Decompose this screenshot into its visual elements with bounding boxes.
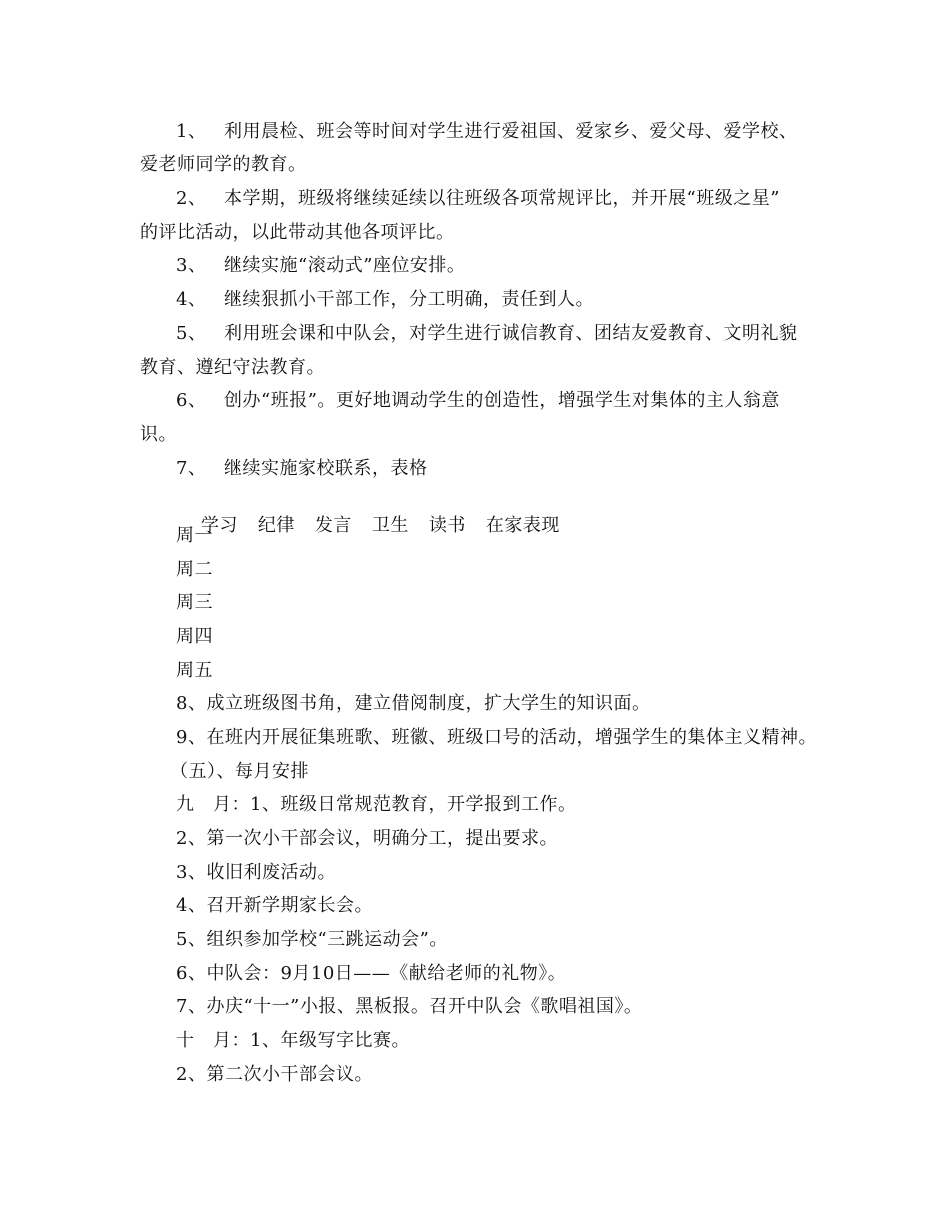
item-2-number: 2、 bbox=[176, 188, 207, 209]
section-heading: （五）、每月安排 bbox=[170, 761, 309, 782]
item-6-line-1 bbox=[176, 389, 780, 413]
item-5-line-2: 教育、遵纪守法教育。 bbox=[140, 357, 325, 378]
september-item: 6、中队会：9月10日——《献给老师的礼物》。 bbox=[176, 963, 567, 984]
table-row-label: 周三 bbox=[176, 592, 213, 613]
item-2-text-1: 本学期，班级将继续延续以往班级各项常规评比，并开展“班级之星” bbox=[224, 188, 780, 209]
table-header-cell: 读书 bbox=[428, 515, 466, 536]
october-item: 2、第二次小干部会议。 bbox=[176, 1064, 373, 1085]
table-header-cell: 发言 bbox=[314, 515, 352, 536]
item-5-number: 5、 bbox=[176, 323, 207, 344]
september-item: 2、第一次小干部会议，明确分工，提出要求。 bbox=[176, 828, 558, 849]
item-7-line-1 bbox=[176, 457, 428, 481]
table-header-cell: 学习 bbox=[200, 515, 238, 536]
item-2-line-1 bbox=[176, 187, 780, 211]
item-7-number: 7、 bbox=[176, 458, 207, 479]
table-row-label: 周四 bbox=[176, 626, 213, 647]
september-item: 7、办庆“十一”小报、黑板报。召开中队会《歌唱祖国》。 bbox=[176, 996, 643, 1017]
item-2-line-2: 的评比活动，以此带动其他各项评比。 bbox=[140, 222, 455, 243]
item-1-line-1 bbox=[176, 120, 798, 144]
item-5-text-1: 利用班会课和中队会，对学生进行诚信教育、团结友爱教育、文明礼貌 bbox=[224, 323, 798, 344]
september-lead: 九 月：1、班级日常规范教育，开学报到工作。 bbox=[176, 794, 577, 815]
item-6-line-2: 识。 bbox=[140, 424, 177, 445]
item-1-text-1: 利用晨检、班会等时间对学生进行爱祖国、爱家乡、爱父母、爱学校、 bbox=[224, 121, 798, 142]
item-7-text-1: 继续实施家校联系，表格 bbox=[224, 458, 428, 479]
table-header-cell: 卫生 bbox=[371, 515, 409, 536]
item-3-number: 3、 bbox=[176, 255, 207, 276]
item-6-text-1: 创办“班报”。更好地调动学生的创造性，增强学生对集体的主人翁意 bbox=[224, 390, 780, 411]
september-item: 5、组织参加学校“三跳运动会”。 bbox=[176, 929, 448, 950]
table-row-label: 周二 bbox=[176, 559, 213, 580]
table-header-cell: 纪律 bbox=[257, 515, 295, 536]
item-5-line-1 bbox=[176, 322, 798, 346]
item-8: 8、成立班级图书角，建立借阅制度，扩大学生的知识面。 bbox=[176, 693, 651, 714]
table-header-row bbox=[176, 490, 560, 562]
item-1-number: 1、 bbox=[176, 121, 207, 142]
september-item: 3、收旧利废活动。 bbox=[176, 862, 336, 883]
item-6-number: 6、 bbox=[176, 390, 207, 411]
item-4-line-1 bbox=[176, 288, 594, 312]
september-item: 4、召开新学期家长会。 bbox=[176, 895, 373, 916]
item-3-line-1 bbox=[176, 254, 465, 278]
item-4-number: 4、 bbox=[176, 289, 207, 310]
october-lead: 十 月：1、年级写字比赛。 bbox=[176, 1030, 410, 1051]
item-1-line-2: 爱老师同学的教育。 bbox=[140, 154, 307, 175]
table-row-label: 周一 bbox=[176, 525, 213, 546]
table-row-label: 周五 bbox=[176, 660, 213, 681]
table-header-cell: 在家表现 bbox=[485, 515, 560, 536]
item-9: 9、在班内开展征集班歌、班徽、班级口号的活动，增强学生的集体主义精神。 bbox=[176, 727, 817, 748]
item-3-text-1: 继续实施“滚动式”座位安排。 bbox=[224, 255, 466, 276]
item-4-text-1: 继续狠抓小干部工作，分工明确，责任到人。 bbox=[224, 289, 594, 310]
